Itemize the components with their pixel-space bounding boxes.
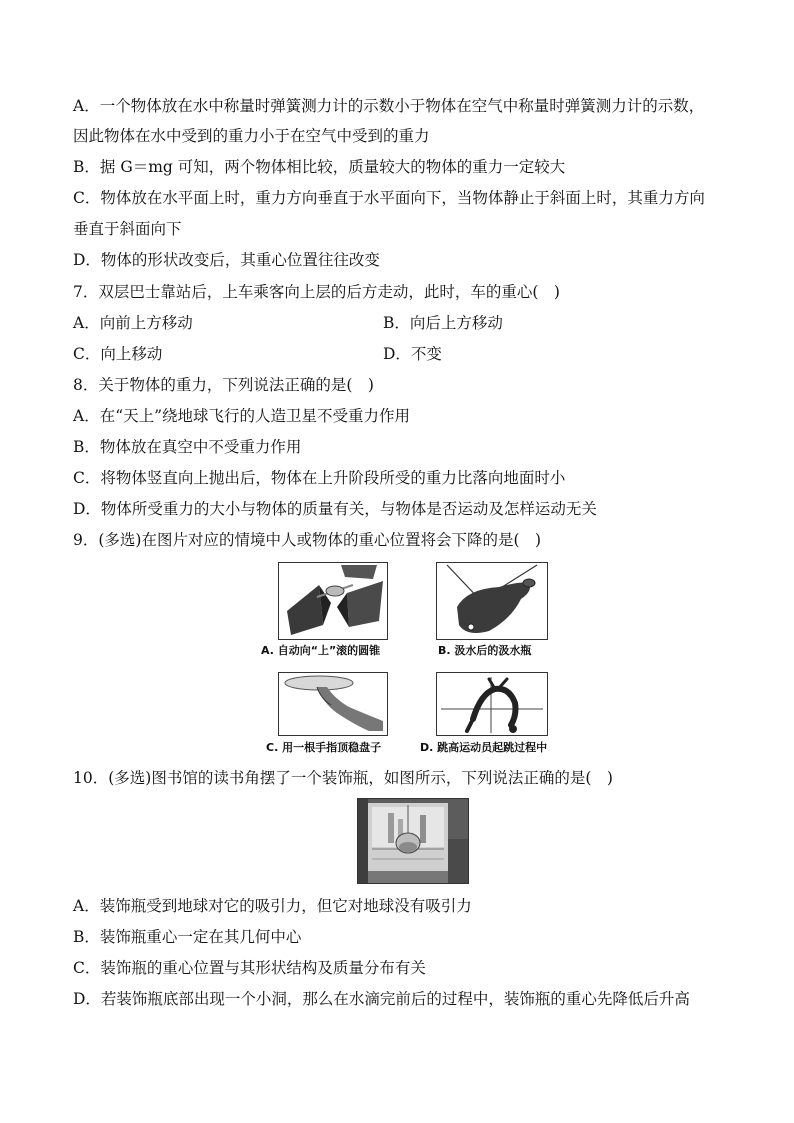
q6-option-c-line2: 垂直于斜面向下 <box>73 220 182 238</box>
q8-option-a: A．在“天上”绕地球飞行的人造卫星不受重力作用 <box>73 407 411 425</box>
q7-stem: 7．双层巴士靠站后，上车乘客向上层的后方走动，此时，车的重心( ) <box>73 283 560 301</box>
figure-d-high-jumper <box>436 672 548 736</box>
q6-option-a-line1: A．一个物体放在水中称量时弹簧测力计的示数小于物体在空气中称量时弹簧测力计的示数， <box>73 97 705 115</box>
q8-option-d: D．物体所受重力的大小与物体的质量有关，与物体是否运动及怎样运动无关 <box>73 500 597 518</box>
q7-option-a: A．向前上方移动 <box>73 314 193 332</box>
figure-c-caption: C. 用一根手指顶稳盘子 <box>266 741 382 754</box>
q6-option-d: D．物体的形状改变后，其重心位置往往改变 <box>73 251 380 269</box>
q10-option-b: B．装饰瓶重心一定在其几何中心 <box>73 928 302 946</box>
q6-option-a-line2: 因此物体在水中受到的重力小于在空气中受到的重力 <box>73 127 430 145</box>
q10-option-a: A．装饰瓶受到地球对它的吸引力，但它对地球没有吸引力 <box>73 897 472 915</box>
q7-option-c: C．向上移动 <box>73 345 163 363</box>
q7-option-b: B．向后上方移动 <box>383 314 503 332</box>
q6-option-c-line1: C．物体放在水平面上时，重力方向垂直于水平面向下，当物体静止于斜面上时，其重力方向 <box>73 189 705 207</box>
q10-option-c: C．装饰瓶的重心位置与其形状结构及质量分布有关 <box>73 959 426 977</box>
figure-d-caption: D. 跳高运动员起跳过程中 <box>420 741 548 754</box>
q8-stem: 8．关于物体的重力，下列说法正确的是( ) <box>73 376 374 394</box>
q6-option-b: B．据 G＝mg 可知，两个物体相比较，质量较大的物体的重力一定较大 <box>73 158 566 176</box>
q8-option-b: B．物体放在真空中不受重力作用 <box>73 438 302 456</box>
q7-option-d: D．不变 <box>383 345 442 363</box>
figure-decorative-bottle-photo <box>357 798 469 884</box>
figure-a-caption: A. 自动向“上”滚的圆锥 <box>261 644 381 657</box>
q10-stem: 10．(多选)图书馆的读书角摆了一个装饰瓶，如图所示，下列说法正确的是( ) <box>73 769 613 787</box>
figure-c-finger-plate <box>278 672 388 736</box>
figure-a-rolling-cone <box>278 562 388 640</box>
q8-option-c: C．将物体竖直向上抛出后，物体在上升阶段所受的重力比落向地面时小 <box>73 469 566 487</box>
figure-b-caption: B. 汲水后的汲水瓶 <box>438 644 532 657</box>
q9-stem: 9．(多选)在图片对应的情境中人或物体的重心位置将会下降的是( ) <box>73 531 542 549</box>
figure-b-water-bottle <box>436 562 548 640</box>
q10-option-d: D．若装饰瓶底部出现一个小洞，那么在水滴完前后的过程中，装饰瓶的重心先降低后升高 <box>73 990 690 1008</box>
